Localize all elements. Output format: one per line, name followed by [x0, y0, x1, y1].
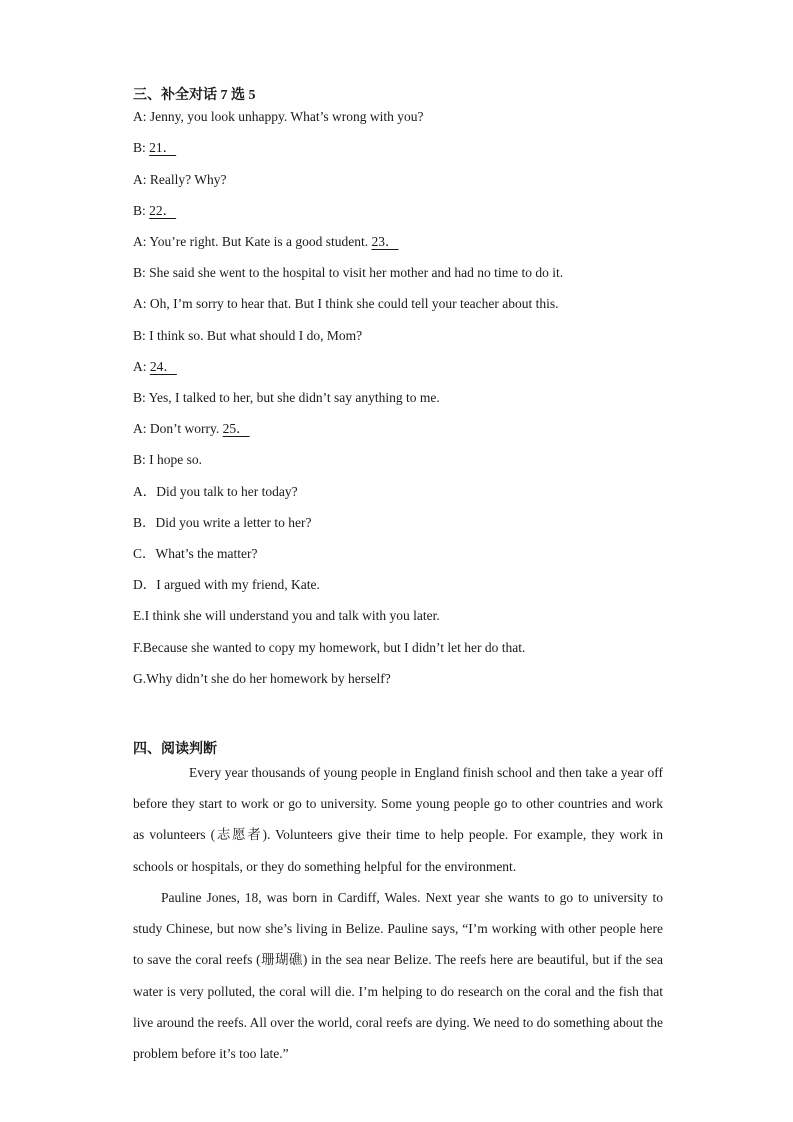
- reading-paragraph-2: Pauline Jones, 18, was born in Cardiff, Wales. Next year she wants to go to university to study Chinese, but now she’s living in Belize. Pauline says, “I’m working with other people here to save the coral reefs (珊瑚礁) in the sea near Belize. The reefs here are beautiful, but if the sea water is very polluted, the coral will die. I’m helping to do research on the coral and the fish that live around the reefs. All over the world, coral reefs are dying. We need to do something about the problem before it’s too late.”: [133, 890, 663, 1062]
- option-c: C．What’s the matter?: [133, 546, 258, 561]
- speaker-label: B:: [133, 265, 150, 280]
- answer-blank-23[interactable]: 23．: [371, 234, 399, 249]
- dialogue-text: I hope so.: [149, 452, 203, 467]
- dialogue-line: [133, 108, 423, 126]
- reading-paragraph-1: Every year thousands of young people in England finish school and then take a year off before they start to work or go to university. Some young people go to other countries and work as volunteers (志愿者). Volunteers give their time to help people. For example, they work in schools or hospitals, or they do something helpful for the environment.: [133, 765, 663, 874]
- dialogue-line: [133, 389, 440, 407]
- dialogue-text: Oh, I’m sorry to hear that. But I think she could tell your teacher about this.: [149, 296, 559, 311]
- answer-blank-25[interactable]: 25．: [222, 421, 250, 436]
- dialogue-text: She said she went to the hospital to visit her mother and had no time to do it.: [149, 265, 564, 280]
- dialogue-line: [133, 171, 226, 189]
- dialogue-line: [133, 233, 399, 251]
- dialogue-text: Don’t worry.: [149, 421, 223, 436]
- answer-blank-21[interactable]: 21．: [149, 140, 177, 155]
- dialogue-line: [133, 202, 176, 220]
- dialogue-text: Really? Why?: [149, 172, 227, 187]
- dialogue-text: I think so. But what should I do, Mom?: [149, 328, 363, 343]
- dialogue-text: Jenny, you look unhappy. What’s wrong with you?: [149, 109, 424, 124]
- speaker-label: A:: [133, 172, 150, 187]
- section-3-title: 三、补全对话 7 选 5: [133, 88, 256, 103]
- speaker-label: A:: [133, 421, 150, 436]
- dialogue-text: You’re right. But Kate is a good student.: [149, 234, 372, 249]
- speaker-label: B:: [133, 203, 150, 218]
- speaker-label: B:: [133, 390, 149, 405]
- dialogue-line: [133, 358, 177, 376]
- speaker-label: A:: [133, 296, 150, 311]
- dialogue-line: [133, 295, 559, 313]
- dialogue-text: Yes, I talked to her, but she didn’t say anything to me.: [148, 390, 440, 405]
- option-f: F.Because she wanted to copy my homework, but I didn’t let her do that.: [133, 640, 526, 655]
- speaker-label: A:: [133, 234, 150, 249]
- speaker-label: A:: [133, 109, 150, 124]
- section-4-title: 四、阅读判断: [133, 742, 217, 757]
- dialogue-line: [133, 264, 563, 282]
- speaker-label: B:: [133, 140, 150, 155]
- dialogue-line: [133, 139, 176, 157]
- speaker-label: B:: [133, 328, 150, 343]
- answer-blank-22[interactable]: 22．: [149, 203, 177, 218]
- option-a: A．Did you talk to her today?: [133, 484, 298, 499]
- dialogue-line: [133, 451, 202, 469]
- speaker-label: A:: [133, 359, 150, 374]
- option-e: E.I think she will understand you and talk with you later.: [133, 608, 440, 623]
- option-d: D．I argued with my friend, Kate.: [133, 577, 320, 592]
- dialogue-line: [133, 327, 362, 345]
- answer-blank-24[interactable]: 24．: [149, 359, 177, 374]
- option-g: G.Why didn’t she do her homework by herself?: [133, 671, 391, 686]
- speaker-label: B:: [133, 452, 150, 467]
- option-b: B．Did you write a letter to her?: [133, 515, 312, 530]
- dialogue-line: [133, 420, 250, 438]
